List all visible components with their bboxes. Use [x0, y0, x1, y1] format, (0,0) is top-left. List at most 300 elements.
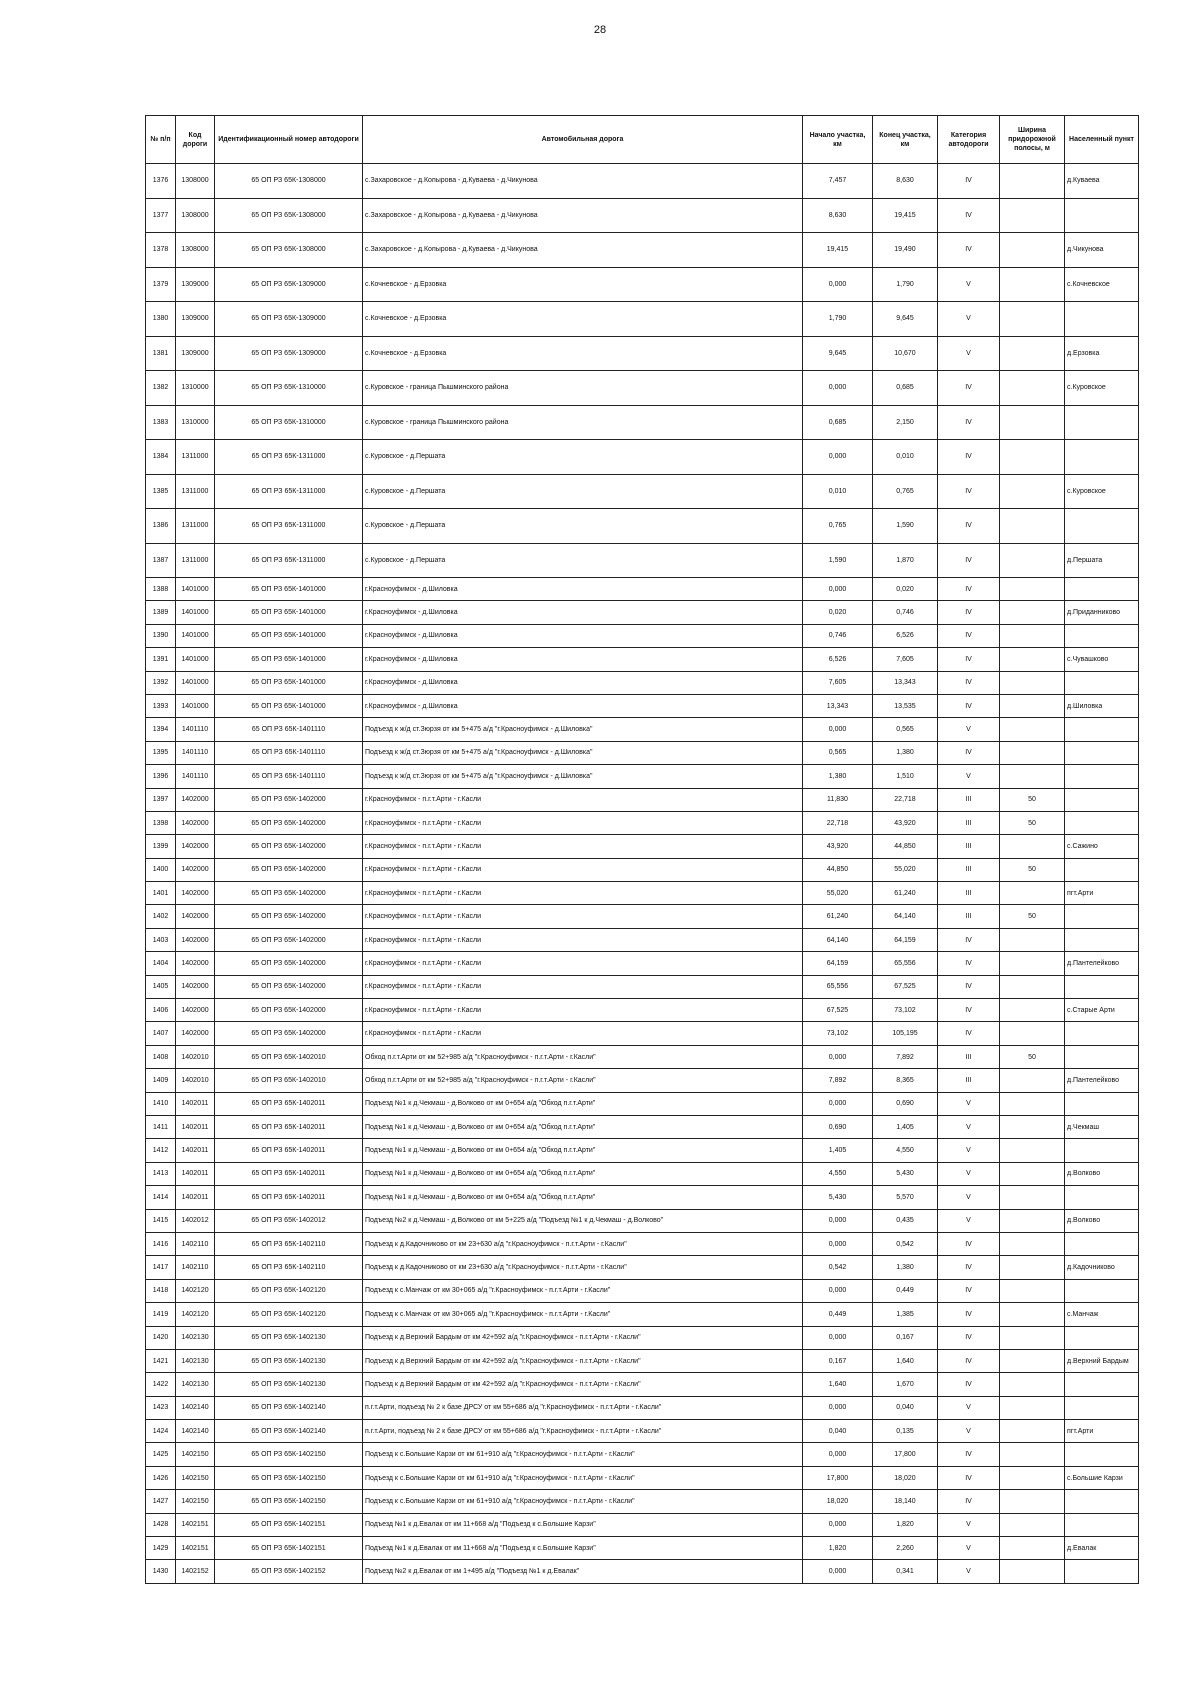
- cell-end-km: 8,630: [873, 164, 938, 199]
- cell-start-km: 0,000: [803, 1209, 873, 1232]
- cell-row-number: 1426: [146, 1466, 176, 1489]
- cell-roadside-width: [1000, 509, 1065, 544]
- cell-end-km: 0,685: [873, 371, 938, 406]
- table-row: [146, 1560, 1139, 1583]
- cell-end-km: 1,820: [873, 1513, 938, 1536]
- cell-road-name: г.Красноуфимск - д.Шиловка: [363, 671, 803, 694]
- cell-road-id: 65 ОП РЗ 65К-1402140: [215, 1396, 363, 1419]
- cell-settlement: [1065, 928, 1139, 951]
- cell-settlement: [1065, 405, 1139, 440]
- cell-settlement: д.Кадочниково: [1065, 1256, 1139, 1279]
- table-row: [146, 1466, 1139, 1489]
- cell-category: V: [938, 765, 1000, 788]
- cell-road-code: 1401000: [176, 578, 215, 601]
- cell-start-km: 7,457: [803, 164, 873, 199]
- cell-category: IV: [938, 371, 1000, 406]
- roads-table: [145, 115, 1139, 1584]
- cell-end-km: 18,140: [873, 1490, 938, 1513]
- table-row: [146, 694, 1139, 717]
- table-row: [146, 578, 1139, 601]
- table-row: [146, 1256, 1139, 1279]
- cell-end-km: 0,135: [873, 1420, 938, 1443]
- cell-settlement: с.Кочневское: [1065, 267, 1139, 302]
- cell-road-name: Подъезд №1 к д.Чекмаш - д.Волково от км 0+654 а/д "Обход п.г.т.Арти": [363, 1092, 803, 1115]
- cell-end-km: 1,590: [873, 509, 938, 544]
- cell-road-name: г.Красноуфимск - д.Шиловка: [363, 578, 803, 601]
- cell-category: III: [938, 882, 1000, 905]
- cell-roadside-width: [1000, 1209, 1065, 1232]
- cell-road-id: 65 ОП РЗ 65К-1401000: [215, 601, 363, 624]
- cell-row-number: 1403: [146, 928, 176, 951]
- cell-road-name: Подъезд к с.Большие Карзи от км 61+910 а/д "г.Красноуфимск - п.г.т.Арти - г.Касли": [363, 1466, 803, 1489]
- cell-row-number: 1379: [146, 267, 176, 302]
- cell-road-code: 1402130: [176, 1326, 215, 1349]
- cell-road-id: 65 ОП РЗ 65К-1402000: [215, 858, 363, 881]
- cell-road-name: с.Кочневское - д.Ерзовка: [363, 267, 803, 302]
- cell-settlement: [1065, 1490, 1139, 1513]
- table-row: [146, 648, 1139, 671]
- cell-settlement: пгт.Арти: [1065, 882, 1139, 905]
- cell-category: V: [938, 1209, 1000, 1232]
- cell-category: V: [938, 1420, 1000, 1443]
- table-row: [146, 543, 1139, 578]
- cell-start-km: 43,920: [803, 835, 873, 858]
- cell-end-km: 64,140: [873, 905, 938, 928]
- cell-row-number: 1376: [146, 164, 176, 199]
- cell-end-km: 13,535: [873, 694, 938, 717]
- cell-road-id: 65 ОП РЗ 65К-1402011: [215, 1115, 363, 1138]
- cell-end-km: 10,670: [873, 336, 938, 371]
- cell-road-name: г.Красноуфимск - д.Шиловка: [363, 601, 803, 624]
- cell-end-km: 55,020: [873, 858, 938, 881]
- cell-category: V: [938, 1162, 1000, 1185]
- cell-road-id: 65 ОП РЗ 65К-1402150: [215, 1443, 363, 1466]
- cell-road-id: 65 ОП РЗ 65К-1310000: [215, 371, 363, 406]
- cell-road-name: г.Красноуфимск - п.г.т.Арти - г.Касли: [363, 952, 803, 975]
- cell-roadside-width: [1000, 648, 1065, 671]
- cell-category: III: [938, 811, 1000, 834]
- cell-road-id: 65 ОП РЗ 65К-1402151: [215, 1513, 363, 1536]
- cell-road-name: Подъезд к д.Кадочниково от км 23+630 а/д "г.Красноуфимск - п.г.т.Арти - г.Касли": [363, 1232, 803, 1255]
- cell-road-id: 65 ОП РЗ 65К-1402140: [215, 1420, 363, 1443]
- cell-roadside-width: [1000, 1022, 1065, 1045]
- cell-settlement: с.Чувашково: [1065, 648, 1139, 671]
- cell-row-number: 1416: [146, 1232, 176, 1255]
- cell-road-name: с.Куровское - граница Пышминского района: [363, 371, 803, 406]
- cell-road-name: г.Красноуфимск - п.г.т.Арти - г.Касли: [363, 788, 803, 811]
- cell-settlement: [1065, 509, 1139, 544]
- cell-end-km: 2,150: [873, 405, 938, 440]
- cell-settlement: с.Сажино: [1065, 835, 1139, 858]
- cell-category: V: [938, 1186, 1000, 1209]
- table-row: [146, 1373, 1139, 1396]
- cell-road-id: 65 ОП РЗ 65К-1402010: [215, 1045, 363, 1068]
- cell-settlement: д.Куваева: [1065, 164, 1139, 199]
- cell-road-code: 1308000: [176, 233, 215, 268]
- table-row: [146, 233, 1139, 268]
- cell-start-km: 0,000: [803, 371, 873, 406]
- cell-category: IV: [938, 624, 1000, 647]
- cell-roadside-width: [1000, 882, 1065, 905]
- cell-road-code: 1402110: [176, 1256, 215, 1279]
- cell-road-name: Подъезд к ж/д ст.Зюрзя от км 5+475 а/д "г.Красноуфимск - д.Шиловка": [363, 765, 803, 788]
- cell-category: IV: [938, 1326, 1000, 1349]
- cell-road-name: г.Красноуфимск - д.Шиловка: [363, 624, 803, 647]
- cell-road-code: 1401000: [176, 648, 215, 671]
- cell-end-km: 43,920: [873, 811, 938, 834]
- cell-road-name: Подъезд к с.Большие Карзи от км 61+910 а/д "г.Красноуфимск - п.г.т.Арти - г.Касли": [363, 1490, 803, 1513]
- cell-roadside-width: [1000, 1303, 1065, 1326]
- cell-road-id: 65 ОП РЗ 65К-1401000: [215, 671, 363, 694]
- cell-road-name: г.Красноуфимск - п.г.т.Арти - г.Касли: [363, 882, 803, 905]
- cell-row-number: 1405: [146, 975, 176, 998]
- cell-category: IV: [938, 1373, 1000, 1396]
- cell-end-km: 4,550: [873, 1139, 938, 1162]
- cell-road-id: 65 ОП РЗ 65К-1402011: [215, 1186, 363, 1209]
- table-row: [146, 858, 1139, 881]
- cell-road-name: Подъезд к с.Манчаж от км 30+065 а/д "г.Красноуфимск - п.г.т.Арти - г.Касли": [363, 1279, 803, 1302]
- cell-category: IV: [938, 1490, 1000, 1513]
- header-settlement: Населенный пункт: [1065, 116, 1139, 164]
- cell-road-name: Обход п.г.т.Арти от км 52+985 а/д "г.Красноуфимск - п.г.т.Арти - г.Касли": [363, 1045, 803, 1068]
- cell-settlement: пгт.Арти: [1065, 1420, 1139, 1443]
- table-row: [146, 1326, 1139, 1349]
- cell-row-number: 1411: [146, 1115, 176, 1138]
- cell-road-id: 65 ОП РЗ 65К-1401000: [215, 648, 363, 671]
- cell-start-km: 0,690: [803, 1115, 873, 1138]
- cell-category: V: [938, 1139, 1000, 1162]
- cell-settlement: д.Верхний Бардым: [1065, 1349, 1139, 1372]
- cell-category: IV: [938, 1349, 1000, 1372]
- cell-road-code: 1311000: [176, 474, 215, 509]
- cell-row-number: 1417: [146, 1256, 176, 1279]
- cell-road-name: Подъезд №1 к д.Чекмаш - д.Волково от км 0+654 а/д "Обход п.г.т.Арти": [363, 1139, 803, 1162]
- cell-road-code: 1401000: [176, 694, 215, 717]
- cell-end-km: 1,870: [873, 543, 938, 578]
- cell-road-code: 1402151: [176, 1537, 215, 1560]
- cell-road-name: Подъезд №1 к д.Евалак от км 11+668 а/д "Подъезд к с.Большие Карзи": [363, 1513, 803, 1536]
- cell-row-number: 1401: [146, 882, 176, 905]
- cell-roadside-width: [1000, 1560, 1065, 1583]
- cell-road-name: г.Красноуфимск - д.Шиловка: [363, 694, 803, 717]
- cell-category: IV: [938, 694, 1000, 717]
- cell-end-km: 1,510: [873, 765, 938, 788]
- table-row: [146, 1420, 1139, 1443]
- table-row: [146, 474, 1139, 509]
- table-row: [146, 198, 1139, 233]
- cell-end-km: 44,850: [873, 835, 938, 858]
- cell-road-code: 1401110: [176, 765, 215, 788]
- cell-row-number: 1383: [146, 405, 176, 440]
- cell-category: V: [938, 267, 1000, 302]
- cell-start-km: 0,010: [803, 474, 873, 509]
- cell-row-number: 1415: [146, 1209, 176, 1232]
- cell-road-id: 65 ОП РЗ 65К-1311000: [215, 474, 363, 509]
- cell-start-km: 9,645: [803, 336, 873, 371]
- cell-settlement: [1065, 1560, 1139, 1583]
- cell-road-id: 65 ОП РЗ 65К-1402000: [215, 999, 363, 1022]
- table-row: [146, 671, 1139, 694]
- table-row: [146, 1232, 1139, 1255]
- cell-roadside-width: [1000, 1443, 1065, 1466]
- cell-road-code: 1310000: [176, 405, 215, 440]
- cell-settlement: [1065, 198, 1139, 233]
- cell-road-id: 65 ОП РЗ 65К-1308000: [215, 198, 363, 233]
- cell-road-code: 1311000: [176, 509, 215, 544]
- table-row: [146, 601, 1139, 624]
- header-row-number: № п/п: [146, 116, 176, 164]
- cell-settlement: с.Большие Карзи: [1065, 1466, 1139, 1489]
- cell-settlement: [1065, 1373, 1139, 1396]
- cell-road-name: с.Кочневское - д.Ерзовка: [363, 302, 803, 337]
- cell-category: V: [938, 1513, 1000, 1536]
- cell-settlement: д.Волково: [1065, 1162, 1139, 1185]
- cell-settlement: [1065, 765, 1139, 788]
- cell-settlement: [1065, 302, 1139, 337]
- cell-settlement: д.Приданниково: [1065, 601, 1139, 624]
- cell-roadside-width: [1000, 1349, 1065, 1372]
- cell-settlement: [1065, 1139, 1139, 1162]
- table-row: [146, 1022, 1139, 1045]
- cell-roadside-width: [1000, 164, 1065, 199]
- cell-road-id: 65 ОП РЗ 65К-1402120: [215, 1303, 363, 1326]
- cell-end-km: 1,640: [873, 1349, 938, 1372]
- cell-row-number: 1382: [146, 371, 176, 406]
- cell-end-km: 67,525: [873, 975, 938, 998]
- cell-roadside-width: 50: [1000, 811, 1065, 834]
- cell-road-code: 1402010: [176, 1069, 215, 1092]
- cell-road-id: 65 ОП РЗ 65К-1401110: [215, 765, 363, 788]
- header-road-name: Автомобильная дорога: [363, 116, 803, 164]
- cell-settlement: [1065, 741, 1139, 764]
- cell-road-code: 1401110: [176, 718, 215, 741]
- cell-end-km: 0,449: [873, 1279, 938, 1302]
- cell-row-number: 1420: [146, 1326, 176, 1349]
- cell-row-number: 1396: [146, 765, 176, 788]
- cell-row-number: 1378: [146, 233, 176, 268]
- cell-road-id: 65 ОП РЗ 65К-1402110: [215, 1232, 363, 1255]
- cell-start-km: 0,565: [803, 741, 873, 764]
- cell-row-number: 1414: [146, 1186, 176, 1209]
- cell-road-name: с.Кочневское - д.Ерзовка: [363, 336, 803, 371]
- cell-category: IV: [938, 164, 1000, 199]
- cell-end-km: 6,526: [873, 624, 938, 647]
- cell-road-name: г.Красноуфимск - п.г.т.Арти - г.Касли: [363, 1022, 803, 1045]
- cell-end-km: 0,020: [873, 578, 938, 601]
- cell-category: IV: [938, 1466, 1000, 1489]
- cell-roadside-width: [1000, 624, 1065, 647]
- cell-category: V: [938, 1396, 1000, 1419]
- cell-end-km: 13,343: [873, 671, 938, 694]
- cell-settlement: с.Манчаж: [1065, 1303, 1139, 1326]
- table-row: [146, 1139, 1139, 1162]
- cell-roadside-width: [1000, 1466, 1065, 1489]
- cell-row-number: 1388: [146, 578, 176, 601]
- cell-end-km: 2,260: [873, 1537, 938, 1560]
- cell-road-code: 1309000: [176, 336, 215, 371]
- cell-row-number: 1380: [146, 302, 176, 337]
- cell-row-number: 1423: [146, 1396, 176, 1419]
- header-category: Категория автодороги: [938, 116, 1000, 164]
- cell-start-km: 0,000: [803, 1279, 873, 1302]
- cell-road-code: 1402120: [176, 1279, 215, 1302]
- cell-start-km: 0,000: [803, 1045, 873, 1068]
- cell-road-name: Подъезд к д.Верхний Бардым от км 42+592 а/д "г.Красноуфимск - п.г.т.Арти - г.Касли": [363, 1373, 803, 1396]
- cell-category: IV: [938, 543, 1000, 578]
- table-body: [146, 164, 1139, 1584]
- cell-roadside-width: [1000, 578, 1065, 601]
- cell-category: IV: [938, 952, 1000, 975]
- cell-roadside-width: [1000, 952, 1065, 975]
- cell-roadside-width: 50: [1000, 905, 1065, 928]
- table-row: [146, 1396, 1139, 1419]
- cell-settlement: [1065, 671, 1139, 694]
- cell-roadside-width: [1000, 1139, 1065, 1162]
- cell-road-name: Подъезд к ж/д ст.Зюрзя от км 5+475 а/д "г.Красноуфимск - д.Шиловка": [363, 741, 803, 764]
- cell-start-km: 0,000: [803, 1443, 873, 1466]
- cell-road-id: 65 ОП РЗ 65К-1402000: [215, 835, 363, 858]
- cell-end-km: 0,765: [873, 474, 938, 509]
- cell-category: IV: [938, 648, 1000, 671]
- cell-category: III: [938, 788, 1000, 811]
- cell-category: IV: [938, 405, 1000, 440]
- cell-road-id: 65 ОП РЗ 65К-1308000: [215, 164, 363, 199]
- cell-row-number: 1410: [146, 1092, 176, 1115]
- cell-road-name: Подъезд к с.Манчаж от км 30+065 а/д "г.Красноуфимск - п.г.т.Арти - г.Касли": [363, 1303, 803, 1326]
- cell-start-km: 6,526: [803, 648, 873, 671]
- cell-settlement: [1065, 1326, 1139, 1349]
- cell-category: V: [938, 302, 1000, 337]
- cell-road-name: Подъезд №1 к д.Чекмаш - д.Волково от км 0+654 а/д "Обход п.г.т.Арти": [363, 1162, 803, 1185]
- cell-row-number: 1421: [146, 1349, 176, 1372]
- cell-row-number: 1400: [146, 858, 176, 881]
- cell-row-number: 1412: [146, 1139, 176, 1162]
- cell-category: IV: [938, 999, 1000, 1022]
- cell-roadside-width: [1000, 336, 1065, 371]
- cell-row-number: 1393: [146, 694, 176, 717]
- cell-settlement: с.Куровское: [1065, 371, 1139, 406]
- cell-road-code: 1402150: [176, 1490, 215, 1513]
- cell-road-name: г.Красноуфимск - п.г.т.Арти - г.Касли: [363, 811, 803, 834]
- cell-end-km: 0,040: [873, 1396, 938, 1419]
- cell-road-id: 65 ОП РЗ 65К-1311000: [215, 543, 363, 578]
- cell-category: IV: [938, 440, 1000, 475]
- cell-category: IV: [938, 1232, 1000, 1255]
- cell-start-km: 1,590: [803, 543, 873, 578]
- cell-road-name: Подъезд №2 к д.Евалак от км 1+495 а/д "Подъезд №1 к д.Евалак": [363, 1560, 803, 1583]
- cell-settlement: [1065, 905, 1139, 928]
- cell-road-id: 65 ОП РЗ 65К-1402010: [215, 1069, 363, 1092]
- cell-settlement: д.Пантелейково: [1065, 952, 1139, 975]
- cell-end-km: 22,718: [873, 788, 938, 811]
- cell-row-number: 1381: [146, 336, 176, 371]
- cell-end-km: 64,159: [873, 928, 938, 951]
- cell-row-number: 1399: [146, 835, 176, 858]
- cell-category: IV: [938, 671, 1000, 694]
- table-row: [146, 371, 1139, 406]
- cell-settlement: д.Ерзовка: [1065, 336, 1139, 371]
- cell-roadside-width: [1000, 741, 1065, 764]
- cell-road-id: 65 ОП РЗ 65К-1402000: [215, 975, 363, 998]
- cell-start-km: 1,790: [803, 302, 873, 337]
- cell-row-number: 1377: [146, 198, 176, 233]
- cell-end-km: 0,542: [873, 1232, 938, 1255]
- cell-row-number: 1428: [146, 1513, 176, 1536]
- cell-road-id: 65 ОП РЗ 65К-1402000: [215, 811, 363, 834]
- cell-roadside-width: [1000, 405, 1065, 440]
- cell-roadside-width: [1000, 999, 1065, 1022]
- cell-category: V: [938, 718, 1000, 741]
- cell-road-name: Подъезд к с.Большие Карзи от км 61+910 а/д "г.Красноуфимск - п.г.т.Арти - г.Касли": [363, 1443, 803, 1466]
- table-row: [146, 164, 1139, 199]
- cell-end-km: 7,605: [873, 648, 938, 671]
- cell-settlement: [1065, 1396, 1139, 1419]
- cell-start-km: 17,800: [803, 1466, 873, 1489]
- cell-roadside-width: [1000, 267, 1065, 302]
- cell-category: V: [938, 1115, 1000, 1138]
- cell-end-km: 1,790: [873, 267, 938, 302]
- cell-road-id: 65 ОП РЗ 65К-1402130: [215, 1349, 363, 1372]
- cell-road-code: 1401000: [176, 671, 215, 694]
- table-header-row: [146, 116, 1139, 164]
- page-number: 28: [593, 24, 607, 36]
- cell-road-name: г.Красноуфимск - п.г.т.Арти - г.Касли: [363, 975, 803, 998]
- cell-settlement: [1065, 1186, 1139, 1209]
- cell-category: IV: [938, 741, 1000, 764]
- table-row: [146, 624, 1139, 647]
- table-row: [146, 928, 1139, 951]
- cell-road-code: 1402130: [176, 1349, 215, 1372]
- cell-roadside-width: [1000, 1256, 1065, 1279]
- table-row: [146, 1303, 1139, 1326]
- cell-road-name: п.г.т.Арти, подъезд № 2 к базе ДРСУ от км 55+686 а/д "г.Красноуфимск - п.г.т.Арти - г.Касли": [363, 1420, 803, 1443]
- cell-road-name: с.Куровское - д.Першата: [363, 474, 803, 509]
- cell-category: IV: [938, 1303, 1000, 1326]
- cell-end-km: 73,102: [873, 999, 938, 1022]
- cell-road-id: 65 ОП РЗ 65К-1311000: [215, 440, 363, 475]
- cell-settlement: [1065, 975, 1139, 998]
- cell-road-id: 65 ОП РЗ 65К-1402011: [215, 1139, 363, 1162]
- cell-roadside-width: [1000, 1373, 1065, 1396]
- cell-settlement: [1065, 1022, 1139, 1045]
- cell-road-id: 65 ОП РЗ 65К-1402000: [215, 928, 363, 951]
- header-road-id: Идентификационный номер автодороги: [215, 116, 363, 164]
- cell-road-name: с.Захаровское - д.Копырова - д.Куваева - д.Чикунова: [363, 233, 803, 268]
- cell-row-number: 1427: [146, 1490, 176, 1513]
- cell-road-name: п.г.т.Арти, подъезд № 2 к базе ДРСУ от км 55+686 а/д "г.Красноуфимск - п.г.т.Арти - г.Касли": [363, 1396, 803, 1419]
- cell-start-km: 0,000: [803, 1326, 873, 1349]
- cell-row-number: 1413: [146, 1162, 176, 1185]
- cell-start-km: 0,000: [803, 267, 873, 302]
- cell-settlement: [1065, 718, 1139, 741]
- cell-row-number: 1418: [146, 1279, 176, 1302]
- cell-road-code: 1402150: [176, 1443, 215, 1466]
- cell-category: III: [938, 858, 1000, 881]
- cell-start-km: 0,765: [803, 509, 873, 544]
- cell-road-id: 65 ОП РЗ 65К-1310000: [215, 405, 363, 440]
- table-row: [146, 975, 1139, 998]
- cell-row-number: 1391: [146, 648, 176, 671]
- cell-road-code: 1402012: [176, 1209, 215, 1232]
- cell-end-km: 0,341: [873, 1560, 938, 1583]
- cell-road-code: 1310000: [176, 371, 215, 406]
- cell-row-number: 1406: [146, 999, 176, 1022]
- cell-start-km: 7,605: [803, 671, 873, 694]
- cell-road-code: 1402000: [176, 858, 215, 881]
- cell-category: V: [938, 1560, 1000, 1583]
- cell-start-km: 0,000: [803, 718, 873, 741]
- cell-end-km: 1,385: [873, 1303, 938, 1326]
